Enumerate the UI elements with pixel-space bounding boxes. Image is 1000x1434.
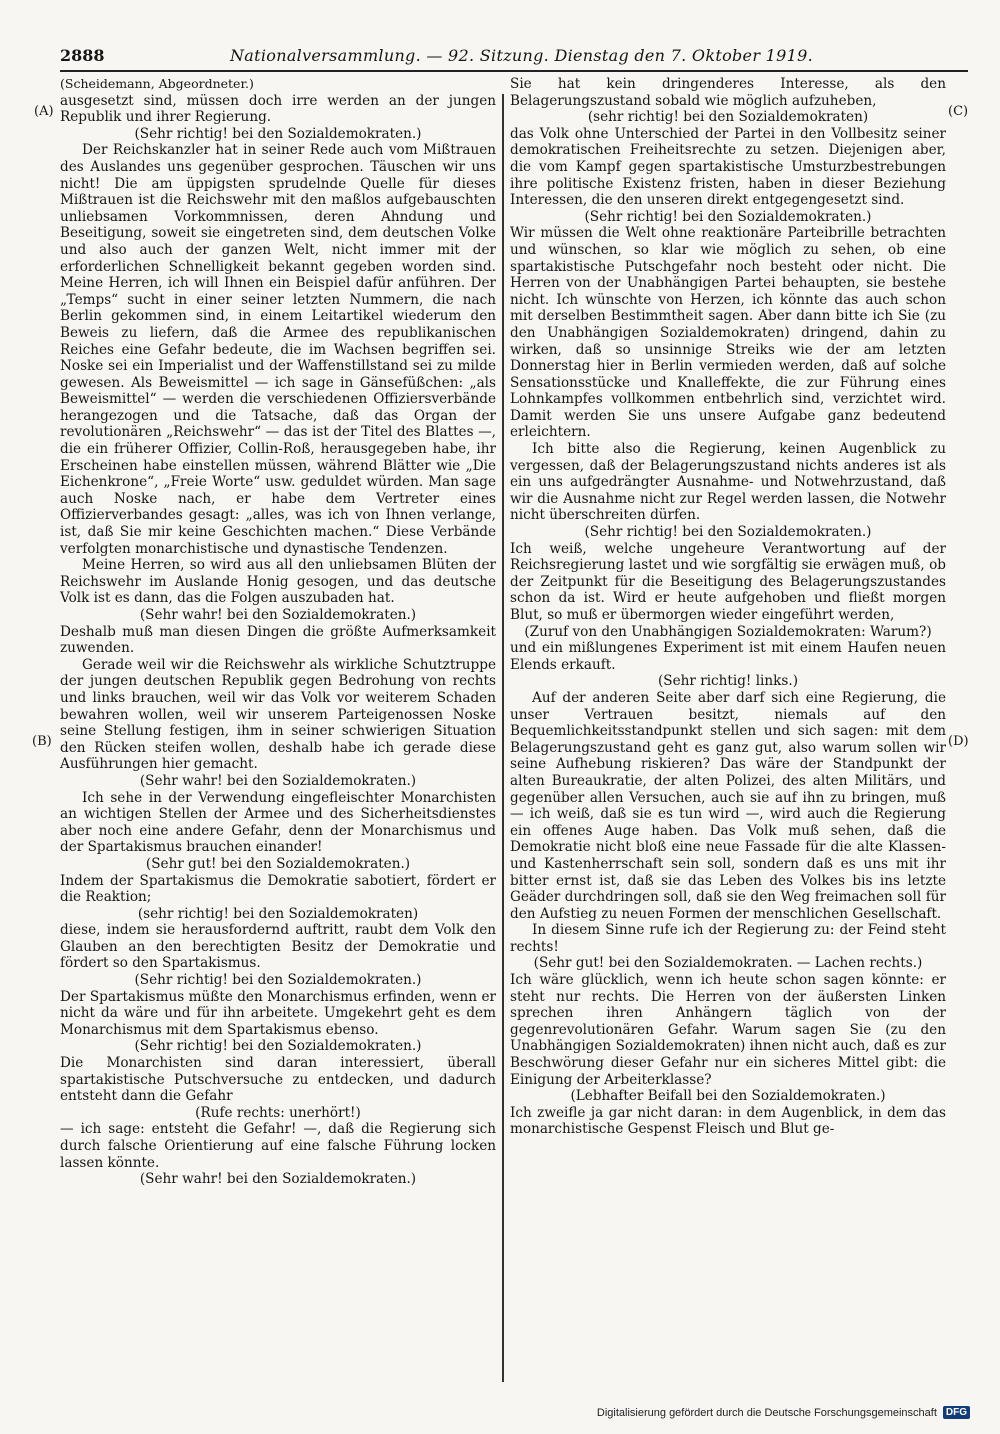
interjection: (Sehr richtig! bei den Sozialdemokraten.) [134, 125, 422, 142]
paragraph: das Volk ohne Unterschied der Partei in den Vollbesitz seiner demokratischen Freiheitsrechte zu setzen. Diejenigen aber, die vom Kampf gegen spartakistische Umsturzbestrebungen ihre politische Existenz fristen, haben in dieser Beziehung Interessen, die den unseren direkt entgegengesetzt sind. [510, 125, 946, 209]
interjection: (Sehr richtig! bei den Sozialdemokraten.) [584, 524, 872, 541]
left-column [60, 76, 496, 1188]
paragraph: Ich bitte also die Regierung, keinen Augenblick zu vergessen, daß der Belagerungszustand nichts anderes ist als ein uns aufgedrängter Ausnahme- und Notwehrzustand, daß wir die Ausnahme nicht zur Regel werden lassen, die Notwehr nicht überschreiten dürfen. [510, 441, 946, 524]
interjection: (Lebhafter Beifall bei den Sozialdemokraten.) [570, 1088, 886, 1105]
margin-mark-d: (D) [948, 734, 969, 749]
paragraph: diese, indem sie herausfordernd auftritt, raubt dem Volk den Glauben an den berechtigten Besitz der Demokratie und fördert so den Spartakismus. [60, 922, 496, 972]
paragraph: Ich wäre glücklich, wenn ich heute schon sagen könnte: er steht nur rechts. Die Herren von der äußersten Linken sprechen ihren Anhängern täglich von der gegenrevolutionären Gefahr. Warum sagen Sie (zu den Unabhängigen Sozialdemokraten) ihnen nicht auch, daß es zur Beschwörung dieser Gefahr nur ein sicheres Mittel gibt: die Einigung der Arbeiterklasse? [510, 972, 946, 1088]
interjection: (Zuruf von den Unabhängigen Sozialdemokraten: Warum?) [524, 623, 932, 640]
interjection: (Sehr richtig! bei den Sozialdemokraten.) [134, 972, 422, 989]
interjection: (Rufe rechts: unerhört!) [195, 1104, 361, 1121]
paragraph: Gerade weil wir die Reichswehr als wirkliche Schutztruppe der jungen deutschen Republik gegen Bedrohung von rechts und links brauchen, weil wir das Volk vor weiterem Schaden bewahren wollen, weil wir unserem Parteigenossen Noske seine Stellung festigen, ihm in seiner schwierigen Situation den Rücken steifen wollen, deshalb habe ich gerade diese Ausführungen hier gemacht. [60, 656, 496, 773]
interjection: (Sehr gut! bei den Sozialdemokraten. — Lachen rechts.) [533, 955, 923, 972]
interjection: (Sehr richtig! bei den Sozialdemokraten.) [134, 1038, 422, 1055]
interjection: (Sehr wahr! bei den Sozialdemokraten.) [139, 772, 417, 789]
margin-mark-a: (A) [34, 104, 54, 119]
margin-mark-b: (B) [32, 734, 52, 749]
header-rule [60, 70, 968, 72]
footer [597, 1406, 970, 1419]
page-header [60, 44, 890, 70]
paragraph: Auf der anderen Seite aber darf sich eine Regierung, die unser Vertrauen besitzt, niemals auf den Bequemlichkeitsstandpunkt stellen und sich sagen: mit dem Belagerungszustand geht es ganz gut, also warum sollen wir seine Aufhebung riskieren? Das wäre der Standpunkt der alten Bureaukratie, der alten Polizei, des alten Militärs, und gegenüber allen Versuchen, auch sie auf ihn zu bringen, muß — ich weiß, daß sie es tun wird —, wird auch die Regierung ein offenes Auge haben. Das Volk muß sehen, daß die Demokratie nicht bloß eine neue Fassade für die alte Klassen- und Kastenherrschaft sein soll, sondern daß es uns mit ihr bitter ernst ist, daß sie das Leben des Volkes bis ins letzte Geäder durchdringen soll, daß sie den Weg freimachen soll für den Aufstieg zu neuen Formen der menschlichen Gesellschaft. [510, 689, 946, 922]
paragraph: In diesem Sinne rufe ich der Regierung zu: der Feind steht rechts! [510, 922, 946, 955]
interjection: (sehr richtig! bei den Sozialdemokraten) [137, 905, 419, 922]
paragraph: Ich zweifle ja gar nicht daran: in dem Augenblick, in dem das monarchistische Gespenst Fleisch und Blut ge- [510, 1104, 946, 1138]
paragraph: und ein mißlungenes Experiment ist mit einem Haufen neuen Elends erkauft. [510, 640, 946, 673]
paragraph: Der Spartakismus müßte den Monarchismus erfinden, wenn er nicht da wäre und für ihn arbeitete. Umgekehrt geht es dem Monarchismus mit dem Spartakismus ebenso. [60, 988, 496, 1038]
paragraph: ausgesetzt sind, müssen doch irre werden an der jungen Republik und ihrer Regierung. [60, 92, 496, 126]
interjection: (sehr richtig! bei den Sozialdemokraten) [587, 109, 869, 126]
paragraph: Sie hat kein dringenderes Interesse, als den Belagerungszustand sobald wie möglich aufzuheben, [510, 76, 946, 109]
interjection: (Sehr wahr! bei den Sozialdemokraten.) [139, 1171, 417, 1188]
running-title: Nationalversammlung. — 92. Sitzung. Dienstag den 7. Oktober 1919. [230, 46, 813, 65]
margin-mark-c: (C) [948, 104, 969, 119]
paragraph: Ich sehe in der Verwendung eingefleischter Monarchisten an wichtigen Stellen der Armee und des Sicherheitsdienstes aber noch eine andere Gefahr, denn der Monarchismus und der Spartakismus brauchen einander! [60, 789, 496, 856]
paragraph: (Scheidemann, Abgeordneter.) [60, 76, 254, 91]
paragraph: — ich sage: entsteht die Gefahr! —, daß die Regierung sich durch falsche Orientierung auf eine falsche Führung locken lassen könnte. [60, 1121, 496, 1171]
column-divider [502, 94, 504, 1382]
paragraph: Der Reichskanzler hat in seiner Rede auch vom Mißtrauen des Auslandes uns gegenüber gesprochen. Täuschen wir uns nicht! Die am üppigsten sprudelnde Quelle für dieses Mißtrauen ist die Reichswehr mit den maßlos aufgebauschten unliebsamen Vorkommnissen, deren Ahndung und Beseitigung, soweit sie eingetreten sind, dem deutschen Volke und also auch der ganzen Welt, nicht immer mit der erforderlichen Schnelligkeit bekannt gegeben worden sind. Meine Herren, ich will Ihnen ein Beispiel dafür anführen. Der „Temps“ sucht in einer seiner letzten Nummern, die nach Berlin gekommen sind, in einem Leitartikel wiederum den Beweis zu liefern, daß die Armee des republikanischen Reiches eine Gefahr bedeute, die im Wachsen begriffen sei. Noske sei ein Imperialist und der Waffenstillstand sei zu milde gewesen. Als Beweismittel — ich sage in Gänsefüßchen: „als Beweismittel“ — werden die verschiedenen Offiziersverbände herangezogen und die Tatsache, daß das Organ der revolutionären „Reichswehr“ — das ist der Titel des Blattes —, die ein früherer Offizier, Collin-Roß, herausgegeben habe, ihr Erscheinen habe einstellen müssen, während Blätter wie „Die Eichenkrone“, „Freie Worte“ usw. geduldet würden. Man sage auch Noske nach, er habe dem Vertreter eines Offizierverbandes gesagt: „alles, was ich von Ihnen verlange, ist, daß Sie mir keine Geschichten machen.“ Diese Verbände verfolgten monarchistische und dynastische Tendenzen. [60, 142, 496, 557]
footer-credit: Digitalisierung gefördert durch die Deutsche Forschungsgemeinschaft [596, 1406, 937, 1419]
page-number: 2888 [60, 46, 105, 65]
interjection: (Sehr richtig! bei den Sozialdemokraten.) [584, 208, 872, 225]
paragraph: Die Monarchisten sind daran interessiert, überall spartakistische Putschversuche zu entdecken, und dadurch entsteht dann die Gefahr [60, 1055, 496, 1105]
paragraph: Deshalb muß man diesen Dingen die größte Aufmerksamkeit zuwenden. [60, 623, 496, 657]
right-column [510, 76, 946, 1138]
interjection: (Sehr richtig! links.) [657, 673, 799, 690]
dfg-logo-icon: DFG [943, 1406, 970, 1419]
paragraph: Indem der Spartakismus die Demokratie sabotiert, fördert er die Reaktion; [60, 872, 496, 906]
paragraph: Meine Herren, so wird aus all den unliebsamen Blüten der Reichswehr im Auslande Honig gesogen, und das deutsche Volk ist es dann, das die Folgen auszubaden hat. [60, 557, 496, 607]
interjection: (Sehr gut! bei den Sozialdemokraten.) [145, 855, 411, 872]
paragraph: Wir müssen die Welt ohne reaktionäre Parteibrille betrachten und wünschen, so klar wie möglich zu sehen, ob eine spartakistische Putschgefahr noch besteht oder nicht. Die Herren von der Unabhängigen Partei behaupten, sie bestehe nicht. Ich wünschte von Herzen, ich könnte das auch schon mit derselben Bestimmtheit sagen. Aber dann bitte ich Sie (zu den Unabhängigen Sozialdemokraten) dringend, dahin zu wirken, daß so unsinnige Streiks wie der am letzten Donnerstag hier in Berlin vermieden werden, daß auf solche Sensationsstücke und Knalleffekte, die zur Führung eines Lohnkampfes vollkommen entbehrlich sind, verzichtet wird. Damit werden Sie uns unsere Aufgabe ganz bedeutend erleichtern. [510, 225, 946, 441]
paragraph: Ich weiß, welche ungeheure Verantwortung auf der Reichsregierung lastet und wie sorgfältig sie erwägen muß, ob der Zeitpunkt für die Beseitigung des Belagerungszustandes schon da ist. Wird er heute aufgehoben und fließt morgen Blut, so muß er übermorgen wieder eingeführt werden, [510, 540, 946, 623]
interjection: (Sehr wahr! bei den Sozialdemokraten.) [139, 607, 417, 623]
